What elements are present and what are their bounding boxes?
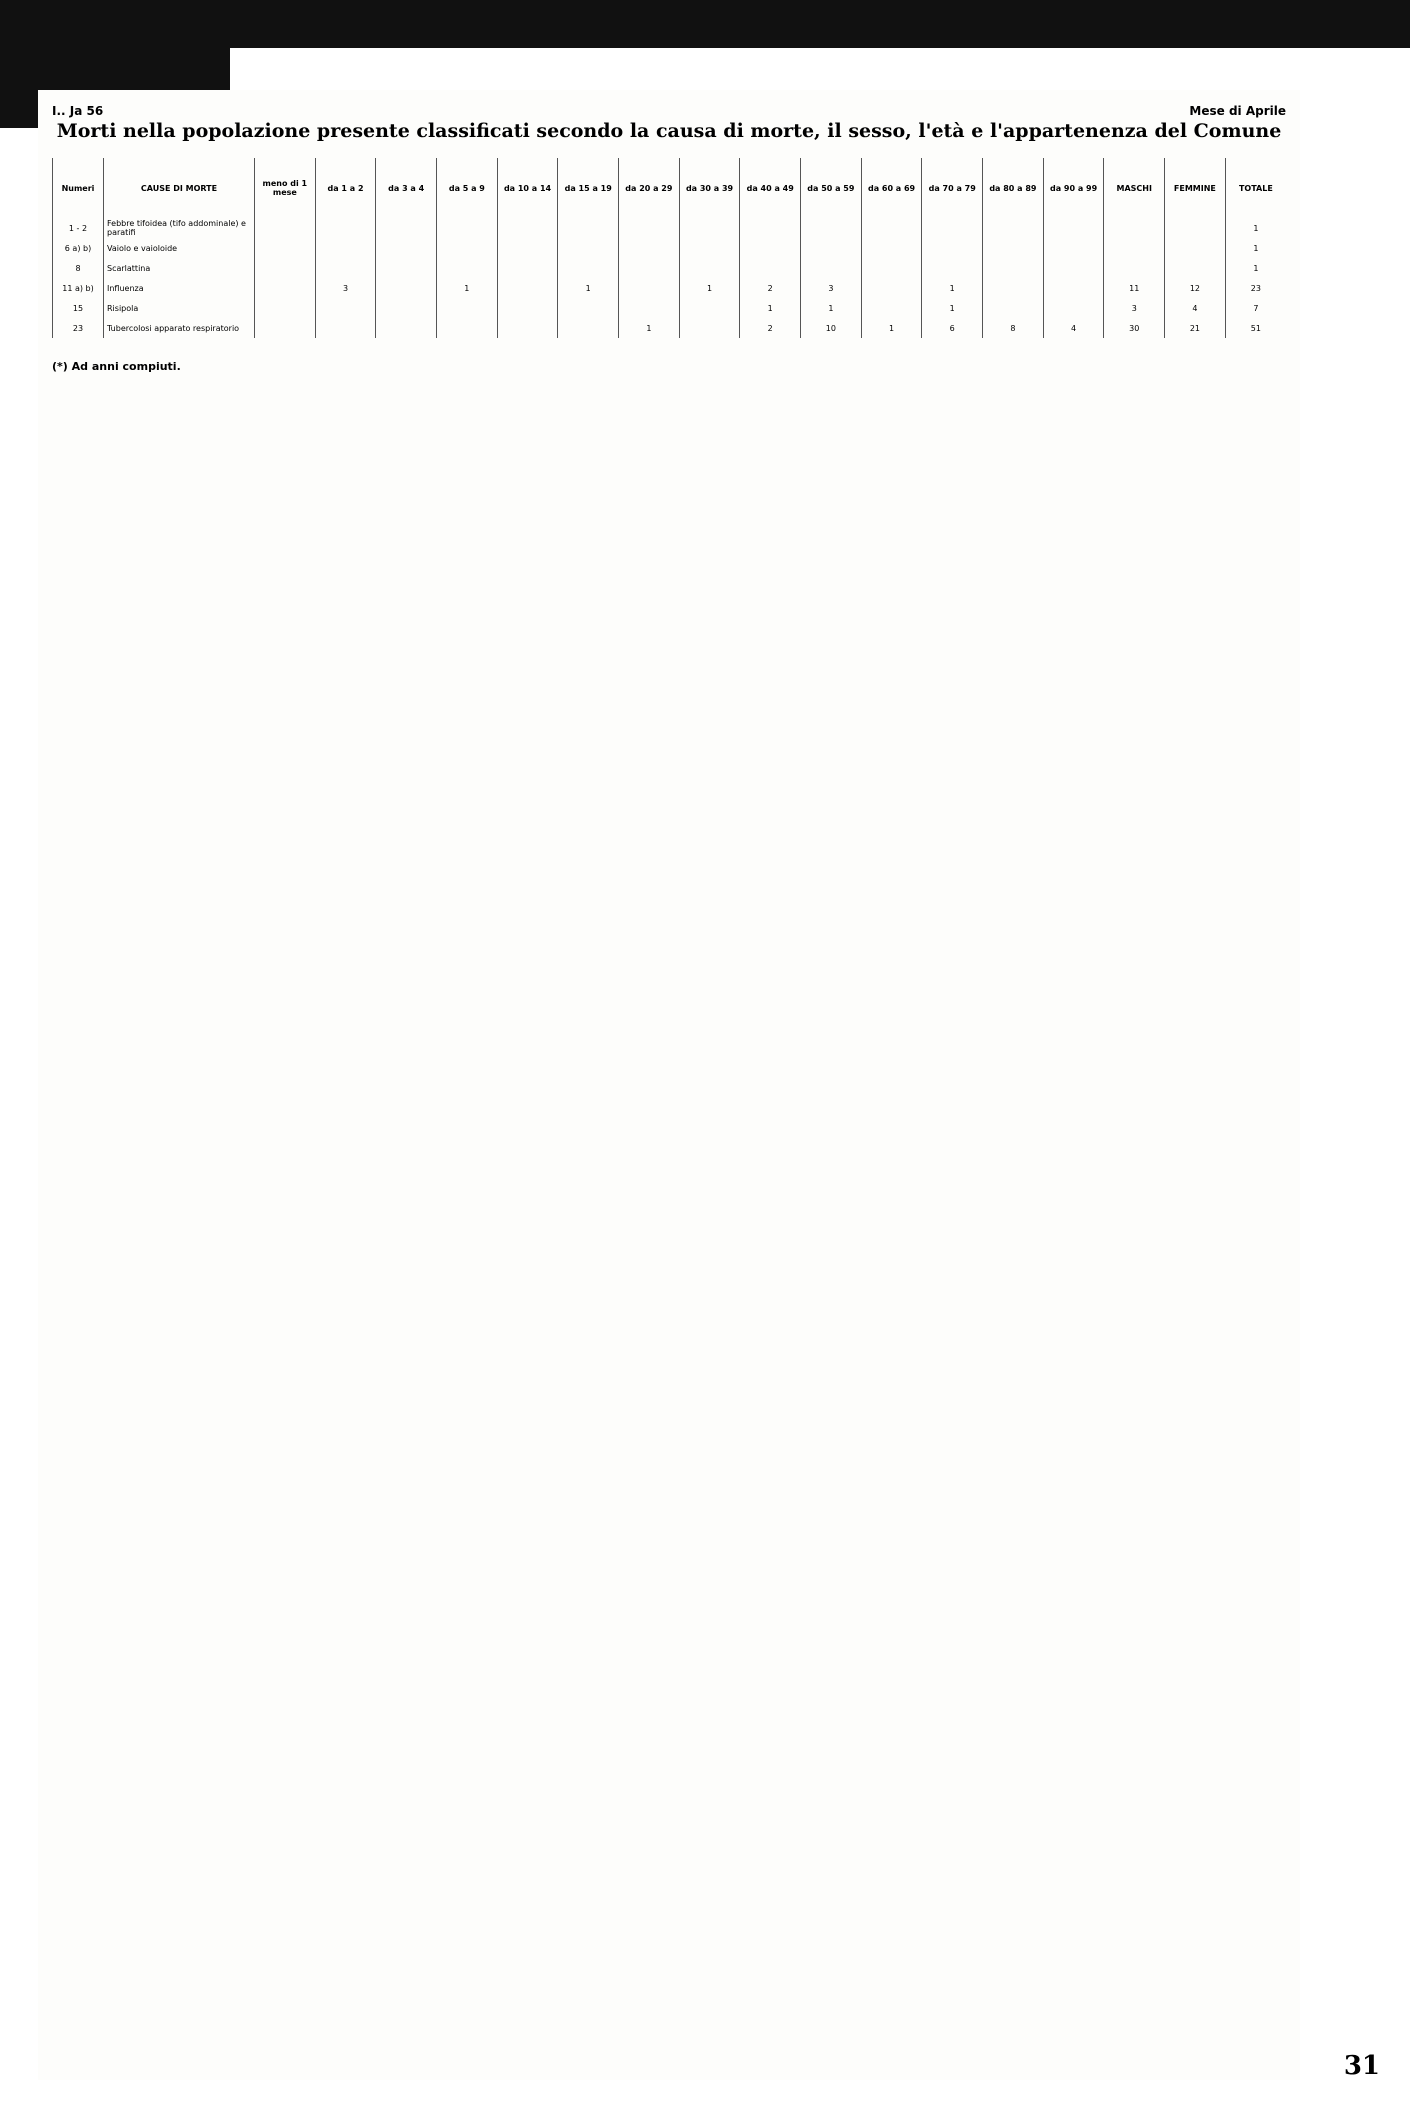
table-cell: 1 [922,298,983,318]
table-cell: 1 [861,318,922,338]
table-cell [1104,218,1165,238]
table-cell: 15 [53,298,104,318]
page-number: 31 [1343,2051,1380,2081]
table-cell [315,238,376,258]
table-cell [983,298,1044,318]
header-right: Mese di Aprile [1189,104,1286,118]
table-cell [376,238,437,258]
table-cell: 21 [1165,318,1226,338]
table-cell [679,238,740,258]
table-cell [740,258,801,278]
column-header: da 40 a 49 [740,158,801,218]
column-header: da 60 a 69 [861,158,922,218]
cause-cell: Scarlattina [104,258,255,278]
table-cell [922,258,983,278]
table-cell [619,238,680,258]
table-cell [376,318,437,338]
column-header: da 5 a 9 [437,158,498,218]
table-row [53,238,1287,258]
table-cell [983,258,1044,278]
page-title: Morti nella popolazione presente classificati secondo la causa di morte, il sesso, l'età e l'appartenenza del Comune [56,120,1282,142]
table-cell [619,278,680,298]
table-cell [983,238,1044,258]
table-cell [255,318,316,338]
table-cell [315,318,376,338]
table-cell [801,258,862,278]
table-cell: 23 [1225,278,1286,298]
column-header: Numeri [53,158,104,218]
table-cell [558,258,619,278]
table-cell [376,258,437,278]
column-header: da 80 a 89 [983,158,1044,218]
table-cell: 11 a) b) [53,278,104,298]
column-header: da 50 a 59 [801,158,862,218]
table-cell [1104,258,1165,278]
table-cell: 4 [1043,318,1104,338]
table-cell [1043,238,1104,258]
table-row [53,318,1287,338]
table-cell [255,298,316,318]
column-header: meno di 1 mese [255,158,316,218]
cause-cell: Vaiolo e vaioloide [104,238,255,258]
column-header: da 70 a 79 [922,158,983,218]
cause-cell: Tubercolosi apparato respiratorio [104,318,255,338]
table-cell [619,258,680,278]
page [38,90,1300,2080]
table-cell [1043,298,1104,318]
table-cell [679,318,740,338]
column-header: TOTALE [1225,158,1286,218]
table-cell [740,218,801,238]
table-cell [497,278,558,298]
table-cell [983,278,1044,298]
column-header: da 3 a 4 [376,158,437,218]
table-cell: 1 - 2 [53,218,104,238]
table-row [53,298,1287,318]
table-cell [558,298,619,318]
table-row [53,278,1287,298]
table-cell [497,318,558,338]
table-cell [740,238,801,258]
table-cell [558,218,619,238]
cause-cell: Influenza [104,278,255,298]
table-cell [437,298,498,318]
table-cell: 3 [315,278,376,298]
table-cell: 1 [801,298,862,318]
table-cell: 23 [53,318,104,338]
column-header: MASCHI [1104,158,1165,218]
table-cell [1165,218,1226,238]
table-cell [255,278,316,298]
column-header: da 90 a 99 [1043,158,1104,218]
table-cell [922,238,983,258]
table-cell [1104,238,1165,258]
table-cell: 3 [1104,298,1165,318]
table-cell [558,238,619,258]
table-cell [1043,218,1104,238]
table-cell: 7 [1225,298,1286,318]
table-cell [801,218,862,238]
table-cell [376,278,437,298]
table-cell [437,218,498,238]
header-left: I.. Ja 56 [52,104,104,118]
table-cell [497,218,558,238]
table-cell [983,218,1044,238]
table-cell: 30 [1104,318,1165,338]
table-cell: 8 [983,318,1044,338]
table-cell: 10 [801,318,862,338]
table-cell: 1 [679,278,740,298]
table-cell [255,258,316,278]
scan-bar [0,0,1410,48]
table-cell [376,298,437,318]
table-cell [679,258,740,278]
table-cell [679,218,740,238]
table-cell: 6 a) b) [53,238,104,258]
table-cell [255,218,316,238]
table-cell [255,238,316,258]
table-cell [801,238,862,258]
page-header [38,90,1300,118]
table-cell [1165,258,1226,278]
table-row [53,258,1287,278]
table-cell: 12 [1165,278,1226,298]
table-row [53,218,1287,238]
column-header: da 30 a 39 [679,158,740,218]
table-cell [1043,278,1104,298]
table-cell [437,318,498,338]
table-cell [679,298,740,318]
table-cell [497,258,558,278]
table-cell: 1 [740,298,801,318]
column-header: FEMMINE [1165,158,1226,218]
table-cell: 1 [619,318,680,338]
table-cell: 51 [1225,318,1286,338]
table-cell: 6 [922,318,983,338]
table-cell [315,218,376,238]
table-cell [437,258,498,278]
table-cell: 1 [1225,238,1286,258]
column-header: da 10 a 14 [497,158,558,218]
table-cell [558,318,619,338]
table-cell: 4 [1165,298,1226,318]
table-cell [861,258,922,278]
table-cell [437,238,498,258]
table-cell: 11 [1104,278,1165,298]
table-cell: 2 [740,278,801,298]
table-cell [861,298,922,318]
table-cell: 1 [558,278,619,298]
table-cell [497,298,558,318]
column-header: da 1 a 2 [315,158,376,218]
table-cell [922,218,983,238]
table-cell [497,238,558,258]
cause-cell: Febbre tifoidea (tifo addominale) e paratifi [104,218,255,238]
table-cell [619,298,680,318]
table-cell [1043,258,1104,278]
column-header: da 15 a 19 [558,158,619,218]
cause-cell: Risipola [104,298,255,318]
table-cell [861,238,922,258]
table-cell: 2 [740,318,801,338]
table-cell [861,218,922,238]
table-cell: 1 [1225,218,1286,238]
column-header: da 20 a 29 [619,158,680,218]
table-cell: 1 [1225,258,1286,278]
table-cell: 1 [922,278,983,298]
column-header: CAUSE DI MORTE [104,158,255,218]
table-cell [315,298,376,318]
table-cell [376,218,437,238]
table-cell: 3 [801,278,862,298]
footnote: (*) Ad anni compiuti. [52,360,181,373]
header-row [53,158,1287,218]
table-cell [861,278,922,298]
table-cell [619,218,680,238]
mortality-table [52,158,1286,338]
table-cell [315,258,376,278]
table-cell: 1 [437,278,498,298]
table-cell [1165,238,1226,258]
table-cell: 8 [53,258,104,278]
